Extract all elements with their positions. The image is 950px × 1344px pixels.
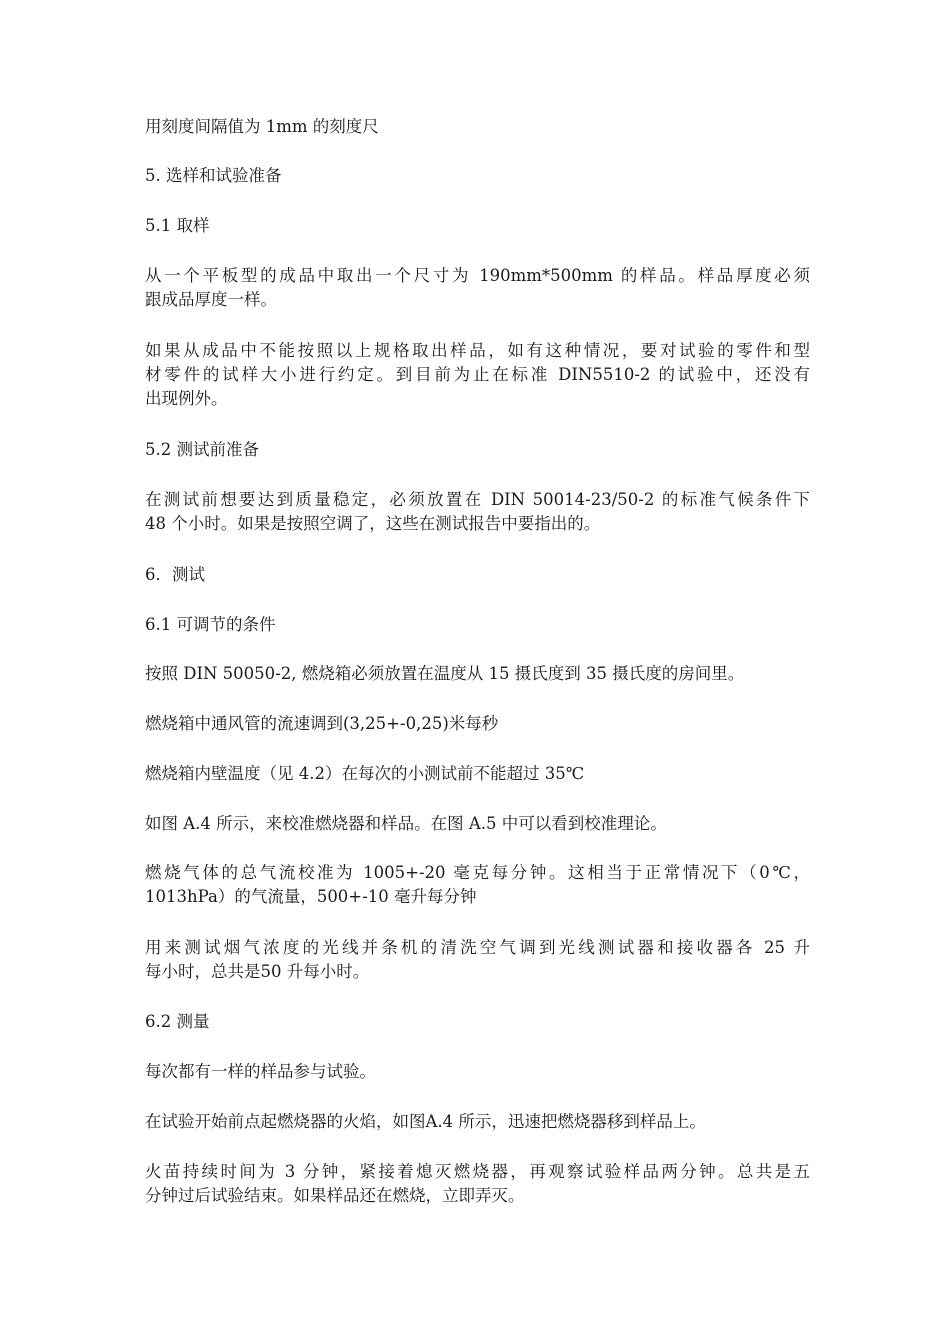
text-line: 如果从成品中不能按照以上规格取出样品，如有这种情况，要对试验的零件和型 xyxy=(145,341,810,360)
heading-section-6-1 xyxy=(145,613,810,637)
text-line: 每次都有一样的样品参与试验。 xyxy=(145,1062,376,1081)
text-line: 6.1 可调节的条件 xyxy=(145,615,276,634)
text-line: 5. 选样和试验准备 xyxy=(145,166,282,185)
text-line: 如图 A.4 所示，来校准燃烧器和样品。在图 A.5 中可以看到校准理论。 xyxy=(145,814,667,833)
para-ruler xyxy=(145,115,810,139)
para-same-sample xyxy=(145,1060,810,1084)
para-calibration xyxy=(145,812,810,836)
text-line: 燃烧箱内壁温度（见 4.2）在每次的小测试前不能超过 35℃ xyxy=(145,764,585,783)
heading-section-5-2 xyxy=(145,438,810,462)
text-line: 分钟过后试验结束。如果样品还在燃烧，立即弄灭。 xyxy=(145,1186,525,1205)
text-line: 燃烧箱中通风管的流速调到(3,25+-0,25)米每秒 xyxy=(145,714,499,733)
para-conditioning xyxy=(145,488,810,536)
heading-section-6-2 xyxy=(145,1010,810,1034)
text-line: 1013hPa）的气流量，500+-10 毫升每分钟 xyxy=(145,887,477,906)
heading-section-5 xyxy=(145,164,810,188)
text-line: 在试验开始前点起燃烧器的火焰，如图A.4 所示，迅速把燃烧器移到样品上。 xyxy=(145,1112,706,1131)
text-line: 用来测试烟气浓度的光线并条机的清洗空气调到光线测试器和接收器各 25 升 xyxy=(145,938,810,957)
para-sample-exception xyxy=(145,339,810,411)
text-line: 5.2 测试前准备 xyxy=(145,440,259,459)
para-wall-temperature xyxy=(145,762,810,786)
para-ignite-burner xyxy=(145,1110,810,1134)
para-sample-size xyxy=(145,264,810,312)
text-line: 每小时，总共是50 升每小时。 xyxy=(145,962,370,981)
para-airflow xyxy=(145,712,810,736)
text-line: 5.1 取样 xyxy=(145,216,210,235)
text-line: 出现例外。 xyxy=(145,389,228,408)
text-line: 48 个小时。如果是按照空调了，这些在测试报告中要指出的。 xyxy=(145,514,601,533)
text-line: 跟成品厚度一样。 xyxy=(145,290,277,309)
text-line: 用刻度间隔值为 1mm 的刻度尺 xyxy=(145,117,379,136)
text-line: 材零件的试样大小进行约定。到目前为止在标准 DIN5510-2 的试验中，还没有 xyxy=(145,365,810,384)
heading-section-5-1 xyxy=(145,214,810,238)
text-line: 火苗持续时间为 3 分钟，紧接着熄灭燃烧器，再观察试验样品两分钟。总共是五 xyxy=(145,1162,810,1181)
text-line: 6．测试 xyxy=(145,565,205,584)
para-gas-flow xyxy=(145,861,810,909)
text-line: 按照 DIN 50050-2, 燃烧箱必须放置在温度从 15 摄氏度到 35 摄氏度的房间里。 xyxy=(145,664,745,683)
text-line: 在测试前想要达到质量稳定，必须放置在 DIN 50014-23/50-2 的标准气候条件下 xyxy=(145,490,810,509)
text-line: 6.2 测量 xyxy=(145,1012,210,1031)
heading-section-6 xyxy=(145,563,810,587)
para-flame-duration xyxy=(145,1160,810,1208)
text-line: 从一个平板型的成品中取出一个尺寸为 190mm*500mm 的样品。样品厚度必须 xyxy=(145,266,810,285)
text-line: 燃烧气体的总气流校准为 1005+-20 毫克每分钟。这相当于正常情况下（0℃， xyxy=(145,863,810,882)
para-purge-air xyxy=(145,936,810,984)
para-room-temperature xyxy=(145,662,810,686)
